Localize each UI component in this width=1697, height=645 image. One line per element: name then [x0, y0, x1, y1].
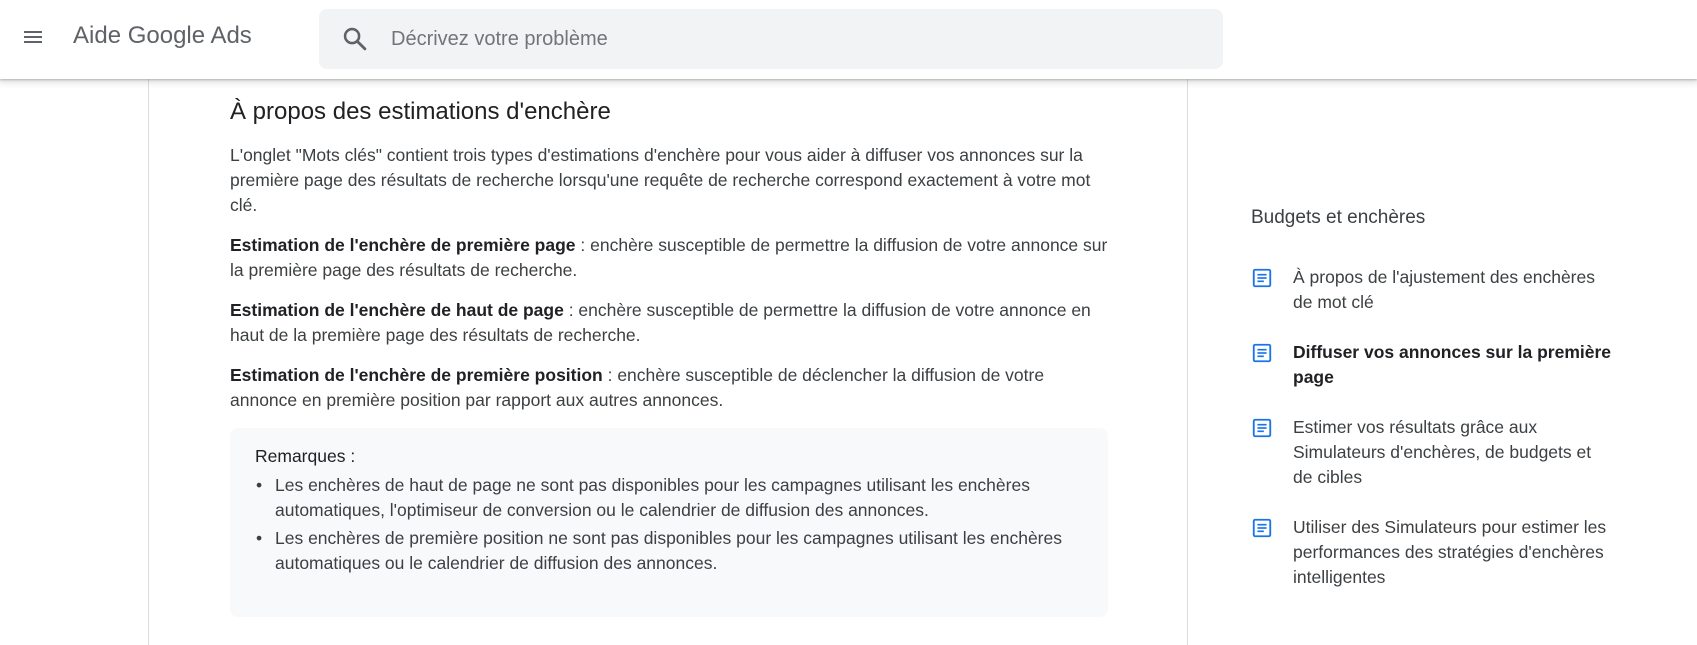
app-title[interactable]: Aide Google Ads [73, 22, 252, 49]
search-input[interactable] [389, 21, 1189, 57]
search-icon[interactable] [341, 25, 369, 53]
search-box[interactable] [319, 9, 1223, 69]
sidebar-item-label[interactable]: Estimer vos résultats grâce aux Simulateurs d'enchères, de budgets et de cibles [1293, 417, 1592, 487]
hamburger-menu-icon [21, 25, 45, 49]
definition-term: Estimation de l'enchère de première page [230, 235, 576, 255]
sidebar-item-bid-simulators[interactable] [1251, 415, 1631, 490]
main-menu-button[interactable] [12, 16, 54, 58]
definition-text: : enchère susceptible de permettre la diffusion de votre annonce en haut de la première page des résultats de recherche. [230, 300, 1091, 345]
article-icon [1251, 417, 1273, 439]
notes-title: Remarques : [255, 446, 356, 466]
section-heading: À propos des estimations d'enchère [230, 98, 611, 125]
sidebar-item-label[interactable]: À propos de l'ajustement des enchères de mot clé [1293, 267, 1595, 312]
notes-list [255, 473, 1082, 576]
article-icon [1251, 517, 1273, 539]
intro-paragraph: L'onglet "Mots clés" contient trois types d'estimations d'enchère pour vous aider à diffuser vos annonces sur la première page des résultats de recherche lorsqu'une requête de recherche correspond exactement à votre mot clé. [230, 145, 1091, 215]
related-articles-sidebar [1251, 204, 1631, 615]
sidebar-title: Budgets et enchères [1251, 207, 1426, 228]
notes-callout [230, 428, 1108, 617]
sidebar-item-smart-bidding-simulators[interactable] [1251, 515, 1631, 590]
notes-list-item: • Les enchères de haut de page ne sont pas disponibles pour les campagnes utilisant les enchères automatiques, l'optimiseur de conversion ou le calendrier de diffusion des annonces. [275, 473, 1082, 523]
definition-first-position [230, 363, 1108, 413]
article-column [148, 79, 1188, 645]
sidebar-item-first-page-ads[interactable] [1251, 340, 1631, 390]
definition-first-page [230, 233, 1108, 283]
definition-term: Estimation de l'enchère de haut de page [230, 300, 564, 320]
definition-text: : enchère susceptible de déclencher la diffusion de votre annonce en première position par rapport aux autres annonces. [230, 365, 1045, 410]
definition-top-of-page [230, 298, 1108, 348]
notes-list-item: • Les enchères de première position ne sont pas disponibles pour les campagnes utilisant les enchères automatiques ou le calendrier de diffusion des annonces. [275, 526, 1082, 576]
sidebar-item-label[interactable]: Diffuser vos annonces sur la première page [1293, 342, 1612, 387]
article-icon [1251, 267, 1273, 289]
definition-term: Estimation de l'enchère de première position [230, 365, 603, 385]
sidebar-item-keyword-bid-adjustment[interactable] [1251, 265, 1631, 315]
article-section [230, 95, 1108, 617]
app-header [0, 0, 1697, 79]
article-icon [1251, 342, 1273, 364]
definition-text: : enchère susceptible de permettre la diffusion de votre annonce sur la première page des résultats de recherche. [230, 235, 1108, 280]
sidebar-item-label[interactable]: Utiliser des Simulateurs pour estimer les performances des stratégies d'enchères intelligentes [1293, 517, 1607, 587]
